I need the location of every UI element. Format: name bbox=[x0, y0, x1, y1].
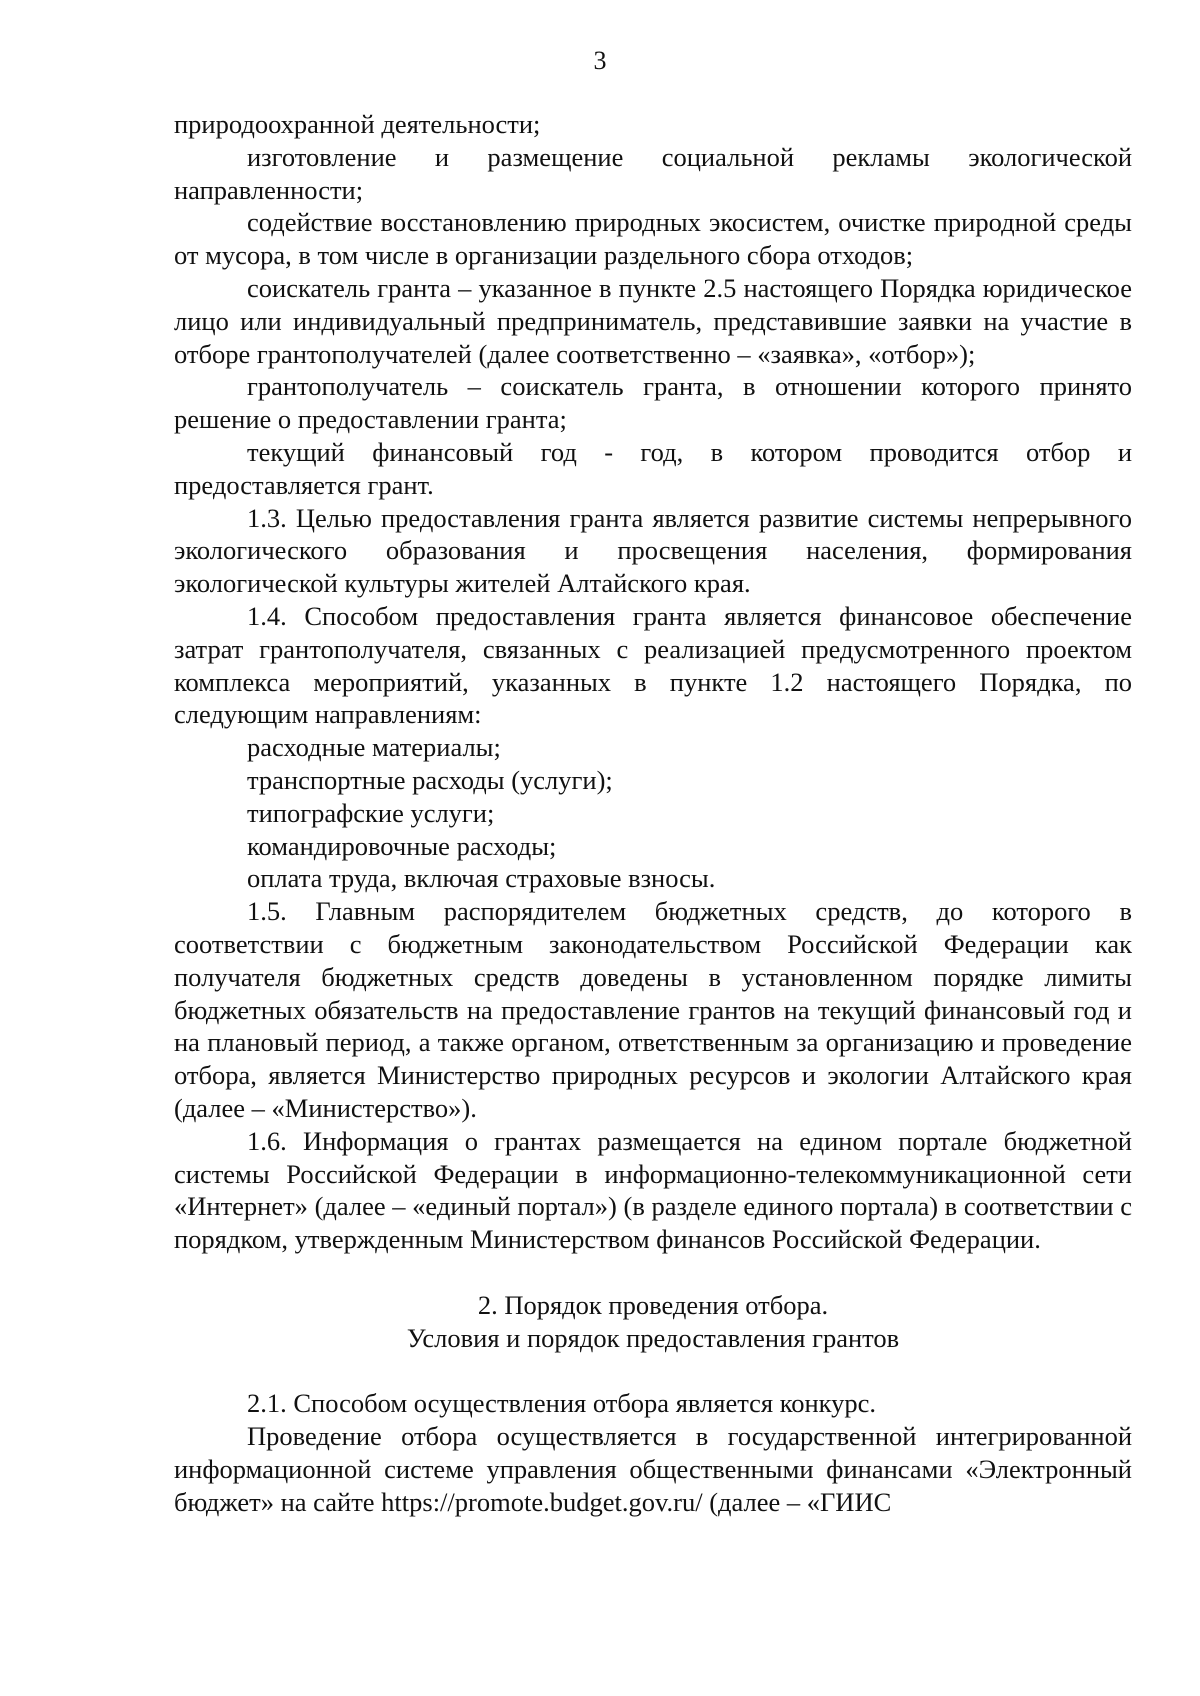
paragraph-grant-applicant-definition: соискатель гранта – указанное в пункте 2.5 настоящего Порядка юридическое лицо или индивидуальный предприниматель, представившие заявки на участие в отборе грантополучателей (далее соответственно – «заявка», «отбор»); bbox=[174, 272, 1132, 369]
list-item: транспортные расходы (услуги); bbox=[247, 764, 613, 795]
paragraph-1-3-purpose: 1.3. Целью предоставления гранта является развитие системы непрерывного экологического образования и просвещения населения, формирования экологической культуры жителей Алтайского края. bbox=[174, 502, 1132, 599]
paragraph-2-1-selection-method: 2.1. Способом осуществления отбора является конкурс. bbox=[247, 1388, 877, 1419]
paragraph-social-advertising: изготовление и размещение социальной рекламы экологической направленности; bbox=[174, 141, 1132, 205]
list-item: типографские услуги; bbox=[247, 797, 495, 828]
paragraph-fiscal-year-definition: текущий финансовый год - год, в котором проводится отбор и предоставляется грант. bbox=[174, 436, 1132, 500]
paragraph-continuation: природоохранной деятельности; bbox=[174, 109, 541, 139]
paragraph-ecosystem-restoration: содействие восстановлению природных экосистем, очистке природной среды от мусора, в том числе в организации раздельного сбора отходов; bbox=[174, 207, 1132, 271]
paragraph-1-6-information: 1.6. Информация о грантах размещается на едином портале бюджетной системы Российской Федерации в информационно-телекоммуникационной сети «Интернет» (далее – «единый портал») (в разделе единого портала) в соответствии с порядком, утвержденным Министерством финансов Российской Федерации. bbox=[174, 1125, 1132, 1255]
section-2-heading-line-2: Условия и порядок предоставления грантов bbox=[406, 1322, 900, 1353]
paragraph-grant-recipient-definition: грантополучатель – соискатель гранта, в отношении которого принято решение о предоставлении гранта; bbox=[174, 371, 1132, 435]
paragraph-1-5-main-manager: 1.5. Главным распорядителем бюджетных средств, до которого в соответствии с бюджетным законодательством Российской Федерации как получателя бюджетных средств доведены в установленном порядке лимиты бюджетных обязательств на предоставление грантов на текущий финансовый год и на плановый период, а также органом, ответственным за организацию и проведение отбора, является Министерство природных ресурсов и экологии Алтайского края (далее – «Министерство»). bbox=[174, 896, 1132, 1123]
list-item: командировочные расходы; bbox=[247, 830, 557, 861]
expense-directions-list bbox=[174, 731, 1132, 895]
list-item: расходные материалы; bbox=[247, 732, 501, 763]
page-number: 3 bbox=[593, 46, 607, 75]
paragraph-1-4-method: 1.4. Способом предоставления гранта является финансовое обеспечение затрат грантополучателя, связанных с реализацией предусмотренного проектом комплекса мероприятий, указанных в пункте 1.2 настоящего Порядка, по следующим направлениям: bbox=[174, 600, 1132, 730]
document-body bbox=[174, 108, 1132, 1519]
section-2-heading-line-1: 2. Порядок проведения отбора. bbox=[477, 1289, 829, 1320]
paragraph-2-1-selection-system: Проведение отбора осуществляется в государственной интегрированной информационной системе управления общественными финансами «Электронный бюджет» на сайте https://promote.budget.gov.ru/ (далее – «ГИИС bbox=[174, 1421, 1132, 1517]
list-item: оплата труда, включая страховые взносы. bbox=[247, 863, 716, 894]
